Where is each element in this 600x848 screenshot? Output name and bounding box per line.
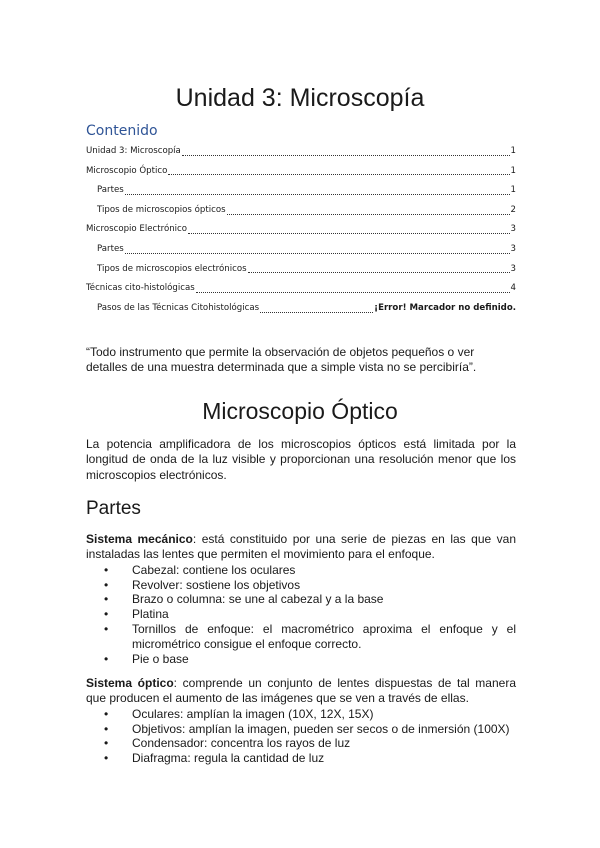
toc-leader-dots bbox=[125, 252, 510, 254]
toc-entry-page: 1 bbox=[510, 165, 516, 176]
toc-entry-page: 1 bbox=[510, 185, 516, 196]
toc-entry-page: 3 bbox=[510, 243, 516, 254]
toc-leader-dots bbox=[168, 173, 509, 175]
sistema-optico-term: Sistema óptico bbox=[86, 676, 174, 690]
bullet-icon: • bbox=[104, 721, 109, 736]
list-item-text: Platina bbox=[132, 607, 169, 622]
list-item-text: Brazo o columna: se une al cabezal y a la base bbox=[132, 592, 384, 607]
toc-entry-tipos-electronicos[interactable] bbox=[86, 260, 516, 280]
bullet-icon: • bbox=[104, 706, 109, 721]
list-item-text: Oculares: amplían la imagen (10X, 12X, 15X) bbox=[132, 706, 374, 721]
toc-entry-page-error: ¡Error! Marcador no definido. bbox=[374, 302, 516, 313]
toc-entry-text: Microscopio Óptico bbox=[86, 165, 168, 176]
list-item bbox=[104, 706, 516, 722]
document-title: Unidad 3: Microscopía bbox=[175, 84, 425, 112]
section-title: Microscopio Óptico bbox=[202, 398, 398, 424]
toc-leader-dots bbox=[182, 154, 510, 156]
toc-entry-page: 4 bbox=[510, 283, 516, 294]
toc-entry-tecnicas[interactable] bbox=[86, 279, 516, 299]
list-item bbox=[104, 622, 516, 652]
sistema-optico-block bbox=[86, 676, 516, 766]
toc-entry-text: Técnicas cito-histológicas bbox=[86, 283, 195, 294]
list-item-text: Diafragma: regula la cantidad de luz bbox=[132, 751, 325, 766]
list-item bbox=[104, 736, 516, 751]
section-intro: La potencia amplificadora de los microscopios ópticos está limitada por la longitud de onda de la luz visible y proporcionan una resolución menor que los microscopios electrónicos. bbox=[86, 437, 516, 482]
bullet-icon: • bbox=[104, 751, 109, 766]
list-item bbox=[104, 751, 516, 766]
toc-leader-dots bbox=[125, 193, 510, 195]
list-item-text: Condensador: concentra los rayos de luz bbox=[132, 736, 351, 751]
list-item bbox=[104, 651, 516, 667]
toc-entry-unidad-3[interactable] bbox=[86, 142, 516, 162]
list-item bbox=[104, 721, 516, 737]
toc-heading: Contenido bbox=[86, 123, 158, 139]
sistema-optico-list bbox=[86, 707, 516, 766]
list-item-text: Tornillos de enfoque: el macrométrico aproxima el enfoque y el micrométrico consigue el enfoque correcto. bbox=[132, 622, 516, 651]
toc-entry-text: Partes bbox=[97, 185, 124, 196]
sistema-mecanico-paragraph bbox=[86, 532, 516, 563]
sistema-optico-description: : comprende un conjunto de lentes dispuestas de tal manera que producen el aumento de las imágenes que se ven a través de ellas. bbox=[86, 676, 516, 706]
list-item bbox=[104, 607, 516, 622]
list-item-text: Objetivos: amplían la imagen, pueden ser secos o de inmersión (100X) bbox=[132, 721, 510, 736]
toc-entry-text: Unidad 3: Microscopía bbox=[86, 146, 181, 156]
sistema-mecanico-description: : está constituido por una serie de piezas en las que van instaladas las lentes que permiten el movimiento para el enfoque. bbox=[86, 532, 517, 562]
table-of-contents bbox=[86, 142, 516, 318]
toc-leader-dots bbox=[227, 213, 510, 215]
toc-entry-page: 1 bbox=[510, 146, 516, 156]
toc-entry-page: 2 bbox=[510, 204, 516, 215]
toc-entry-partes-optico[interactable] bbox=[86, 181, 516, 201]
toc-entry-partes-electronico[interactable] bbox=[86, 240, 516, 260]
toc-leader-dots bbox=[260, 311, 373, 313]
bullet-icon: • bbox=[104, 562, 109, 577]
bullet-icon: • bbox=[104, 577, 109, 592]
toc-entry-page: 3 bbox=[510, 263, 516, 274]
list-item-text: Pie o base bbox=[132, 651, 189, 666]
toc-entry-text: Tipos de microscopios ópticos bbox=[97, 204, 226, 215]
list-item bbox=[104, 592, 516, 607]
bullet-icon: • bbox=[104, 592, 109, 607]
list-item bbox=[104, 562, 516, 578]
definition-quote: “Todo instrumento que permite la observación de objetos pequeños o ver detalles de una muestra determinada que a simple vista no se percibiría”. bbox=[86, 345, 477, 374]
toc-entry-tipos-opticos[interactable] bbox=[86, 201, 516, 221]
toc-leader-dots bbox=[248, 271, 510, 273]
bullet-icon: • bbox=[104, 607, 109, 622]
subsection-title: Partes bbox=[86, 498, 141, 519]
sistema-mecanico-term: Sistema mecánico bbox=[86, 532, 193, 546]
list-item bbox=[104, 577, 516, 593]
toc-entry-pasos-tecnicas[interactable] bbox=[86, 299, 516, 319]
bullet-icon: • bbox=[104, 651, 109, 666]
toc-entry-text: Pasos de las Técnicas Citohistológicas bbox=[97, 302, 260, 313]
bullet-icon: • bbox=[104, 622, 109, 636]
list-item-text: Cabezal: contiene los oculares bbox=[132, 562, 296, 577]
list-item-text: Revolver: sostiene los objetivos bbox=[132, 577, 301, 592]
toc-entry-text: Microscopio Electrónico bbox=[86, 224, 188, 235]
toc-entry-microscopio-electronico[interactable] bbox=[86, 220, 516, 240]
toc-entry-text: Tipos de microscopios electrónicos bbox=[97, 263, 247, 274]
toc-leader-dots bbox=[196, 291, 510, 293]
toc-entry-text: Partes bbox=[97, 243, 124, 254]
toc-leader-dots bbox=[188, 232, 509, 234]
sistema-mecanico-block bbox=[86, 532, 516, 666]
toc-entry-microscopio-optico[interactable] bbox=[86, 162, 516, 182]
toc-entry-page: 3 bbox=[510, 224, 516, 235]
sistema-optico-paragraph bbox=[86, 676, 516, 707]
sistema-mecanico-list bbox=[86, 563, 516, 667]
bullet-icon: • bbox=[104, 736, 109, 751]
